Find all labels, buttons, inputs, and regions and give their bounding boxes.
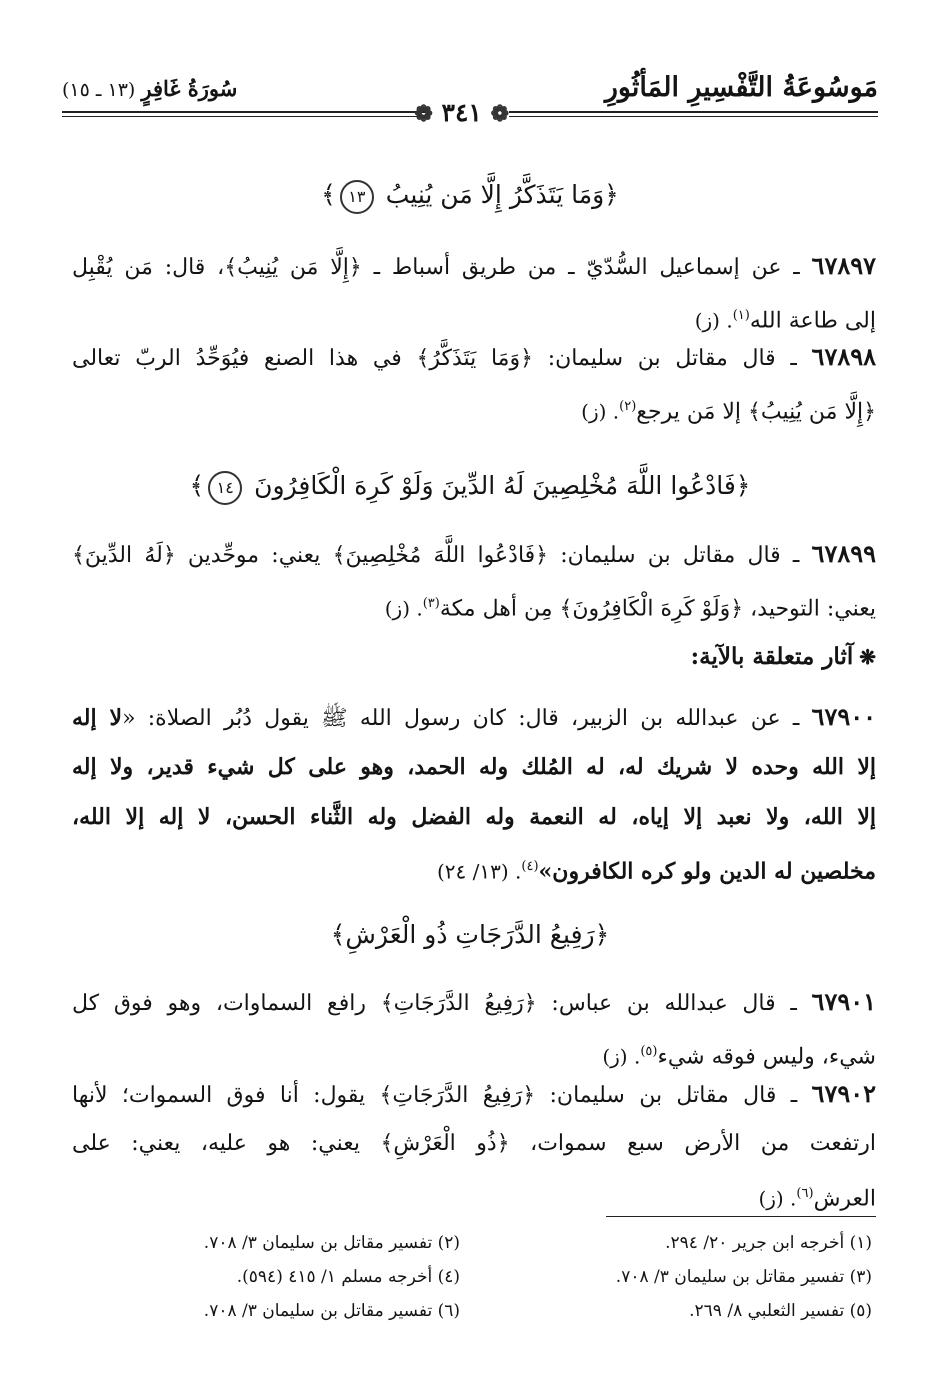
- page-number-value: ٣٤١: [441, 98, 482, 127]
- entry-text: يعني: التوحيد، ﴿وَلَوْ كَرِهَ الْكَافِرُونَ﴾ مِن أهل مكة: [439, 596, 876, 622]
- footnote-ref[interactable]: (٥): [640, 1044, 658, 1059]
- footnote-ref[interactable]: (٦): [796, 1186, 814, 1201]
- flower-ornament-icon: ❋: [859, 645, 876, 669]
- hadith-entry: [72, 332, 876, 432]
- hadith-entry: [72, 241, 876, 341]
- entry-text: شيء، وليس فوقه شيء: [657, 1044, 876, 1070]
- source-tag: . (ز): [384, 596, 423, 621]
- section-title-text: آثار متعلقة بالآية:: [690, 643, 854, 670]
- hadith-entry: [72, 977, 876, 1077]
- ornament-icon: ❁: [414, 101, 433, 127]
- source-tag: . (١٣/ ٢٤): [436, 859, 522, 884]
- source-tag: . (ز): [694, 308, 733, 333]
- entry-number: ٦٧٨٩٨: [811, 342, 876, 371]
- entry-text-bold: إلا الله وحده لا شريك له، له المُلك وله الحمد، وهو على كل شيء قدير، ولا إله: [72, 754, 876, 780]
- verse-range: (١٣ ـ ١٥): [62, 79, 136, 101]
- ayah-number-marker: ١٣: [340, 180, 374, 214]
- entry-text: ـ عن عبدالله بن الزبير، قال: كان رسول الله ﷺ يقول دُبُر الصلاة: «: [122, 706, 800, 731]
- source-tag: . (ز): [758, 1186, 797, 1211]
- footnote: (٥) تفسير الثعلبي ٨/ ٢٦٩.: [689, 1301, 872, 1321]
- book-title: مَوسُوعَةُ التَّفْسِيرِ المَأثُورِ: [604, 72, 878, 103]
- entry-text: ـ قال عبدالله بن عباس: ﴿رَفِيعُ الدَّرَجَاتِ﴾ رافع السماوات، وهو فوق كل: [72, 991, 797, 1016]
- entry-text: إلى طاعة الله: [749, 308, 876, 334]
- entry-text: العرش: [813, 1186, 876, 1212]
- entry-text: ﴿إِلَّا مَن يُنِيبُ﴾ إلا مَن يرجع: [636, 399, 876, 425]
- surah-name: سُورَةُ غَافِرٍ: [141, 76, 238, 101]
- entry-text-bold: إلا الله، ولا نعبد إلا إياه، له النعمة وله الفضل وله الثَّناء الحسن، لا إله إلا الله،: [72, 804, 876, 830]
- source-tag: . (ز): [581, 399, 620, 424]
- quran-verse-heading: ﴿فَادْعُوا اللَّهَ مُخْلِصِينَ لَهُ الدِّينَ وَلَوْ كَرِهَ الْكَافِرُونَ ١٤﴾: [62, 466, 878, 506]
- footnote-ref[interactable]: (٢): [619, 399, 637, 414]
- footnote-ref[interactable]: (١): [732, 308, 750, 323]
- quran-verse-heading: ﴿وَمَا يَتَذَكَّرُ إِلَّا مَن يُنِيبُ ١٣﴾: [62, 175, 878, 215]
- ayah-number-marker: ١٤: [208, 471, 242, 505]
- entry-text: ـ قال مقاتل بن سليمان: ﴿فَادْعُوا اللَّهَ مُخْلِصِينَ﴾ يعني: موحِّدين ﴿لَهُ الدِّينَ﴾: [72, 543, 800, 568]
- page-number: [414, 98, 509, 129]
- footnote: (١) أخرجه ابن جرير ٢٠/ ٢٩٤.: [665, 1233, 872, 1253]
- footnote: (٣) تفسير مقاتل بن سليمان ٣/ ٧٠٨.: [615, 1267, 872, 1287]
- footnote-separator: [606, 1216, 876, 1217]
- hadith-entry: [72, 692, 876, 892]
- source-tag: . (ز): [602, 1044, 641, 1069]
- hadith-entry: [72, 529, 876, 629]
- entry-text-bold: مخلصين له الدين ولو كره الكافرون»: [538, 858, 876, 885]
- entry-number: ٦٧٩٠١: [811, 987, 876, 1016]
- footnote: (٤) أخرجه مسلم ١/ ٤١٥ (٥٩٤).: [236, 1267, 460, 1287]
- footnote: (٦) تفسير مقاتل بن سليمان ٣/ ٧٠٨.: [203, 1301, 460, 1321]
- verse-text: ﴿فَادْعُوا اللَّهَ مُخْلِصِينَ لَهُ الدِّينَ وَلَوْ كَرِهَ الْكَافِرُونَ: [254, 471, 751, 500]
- entry-text: ـ عن إسماعيل السُّدّيّ ـ من طريق أسباط ـ ﴿إِلَّا مَن يُنِيبُ﴾، قال: مَن يُقْبِل: [72, 255, 800, 280]
- verse-text: ﴿رَفِيعُ الدَّرَجَاتِ ذُو الْعَرْشِ﴾: [330, 920, 610, 949]
- entry-number: ٦٧٩٠٠: [811, 702, 876, 731]
- hadith-entry: [72, 1069, 876, 1219]
- footnote: (٢) تفسير مقاتل بن سليمان ٣/ ٧٠٨.: [203, 1233, 460, 1253]
- section-title: [691, 643, 876, 670]
- entry-text: ـ قال مقاتل بن سليمان: ﴿وَمَا يَتَذَكَّرُ﴾ في هذا الصنع فيُوَحِّدُ الربّ تعالى: [72, 346, 797, 371]
- ornament-icon: ❁: [490, 101, 509, 127]
- entry-number: ٦٧٨٩٩: [811, 539, 876, 568]
- entry-number: ٦٧٨٩٧: [811, 251, 876, 280]
- quran-verse-heading: [62, 915, 878, 955]
- entry-text: ارتفعت من الأرض سبع سموات، ﴿ذُو الْعَرْشِ﴾ يعني: هو عليه، يعني: على: [72, 1131, 876, 1156]
- verse-text: ﴿وَمَا يَتَذَكَّرُ إِلَّا مَن يُنِيبُ: [385, 180, 619, 209]
- entry-text: ـ قال مقاتل بن سليمان: ﴿رَفِيعُ الدَّرَجَاتِ﴾ يقول: أنا فوق السموات؛ لأنها: [72, 1083, 798, 1108]
- entry-text-bold: لا إله: [72, 705, 123, 731]
- footnote-ref[interactable]: (٣): [422, 596, 440, 611]
- surah-reference: [62, 76, 237, 101]
- entry-number: ٦٧٩٠٢: [811, 1079, 876, 1108]
- footnote-ref[interactable]: (٤): [521, 859, 539, 874]
